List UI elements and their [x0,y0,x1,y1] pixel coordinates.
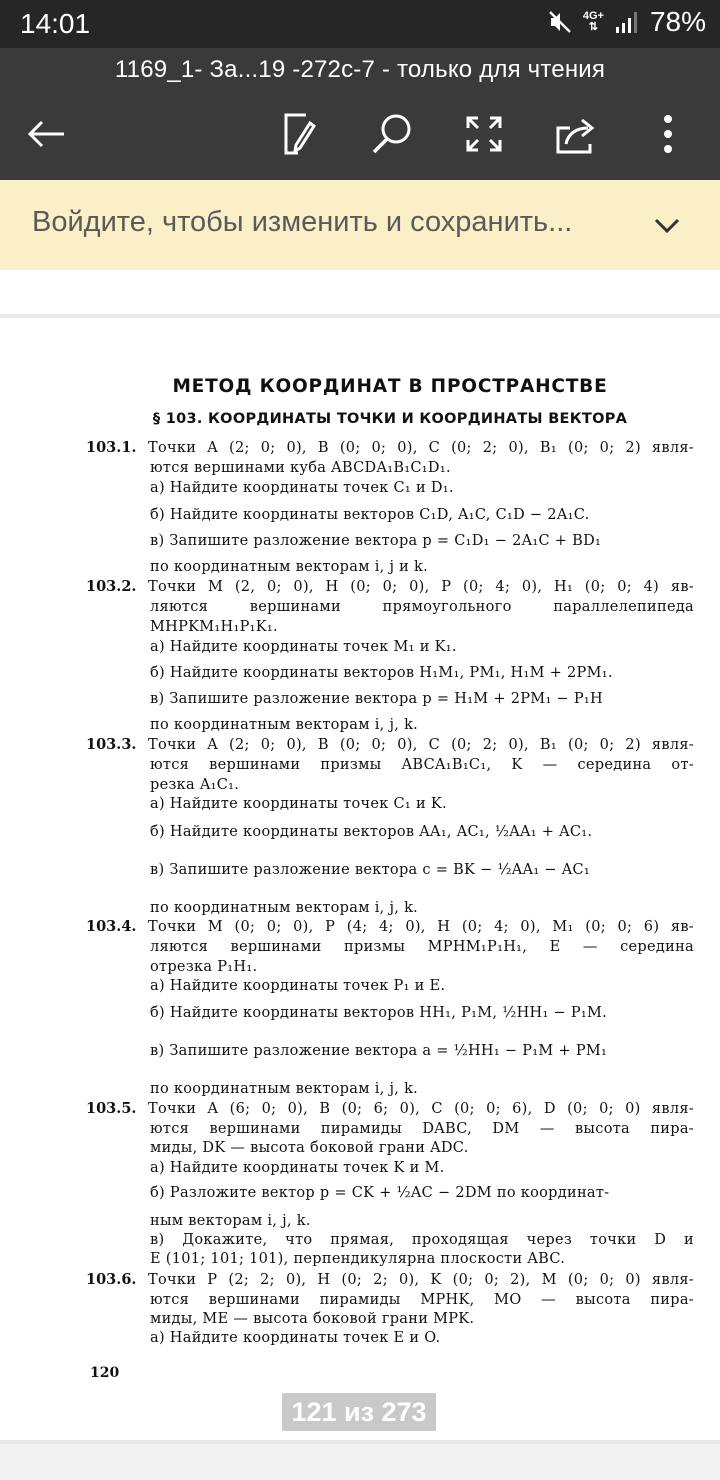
problem-line: 103.1. Точки A (2; 0; 0), B (0; 0; 0), C (0; 2; 0), B₁ (0; 0; 2) явля- [86,439,694,456]
problem-line: ются вершинами куба ABCDA₁B₁C₁D₁. [150,460,451,476]
problem-line: E (101; 101; 101), перпендикулярна плоскости ABC. [150,1251,566,1267]
problem-number: 103.6. [86,1271,137,1288]
problem-line: в) Докажите, что прямая, проходящая через точки D и [150,1232,694,1248]
page-number: 120 [90,1365,120,1381]
problem-line: резка A₁C₁. [150,777,240,793]
share-icon[interactable] [550,108,602,160]
status-time: 14:01 [20,8,91,39]
problem-line: а) Найдите координаты точек C₁ и D₁. [150,480,454,496]
problem-line: по координатным векторам i, j, k. [150,717,419,733]
search-icon[interactable] [366,108,418,160]
battery-level: 78% [649,6,706,37]
problem-number: 103.2. [86,578,137,595]
section-heading: § 103. КООРДИНАТЫ ТОЧКИ И КООРДИНАТЫ ВЕКТОРА [152,411,628,427]
problem-line: а) Найдите координаты точек M₁ и K₁. [150,639,457,655]
problem-line: в) Запишите разложение вектора p = C₁D₁ − 2A₁C + BD₁ [150,533,602,549]
problem-line: ным векторам i, j, k. [150,1213,311,1229]
bottom-bar [0,1444,720,1480]
app-bar [0,48,720,180]
page-gap-top [0,270,720,314]
status-icons [547,6,706,38]
mute-icon [547,9,573,35]
problem-line: отрезка P₁H₁. [150,959,258,975]
problem-line: ются вершинами пирамиды MPHK, MO — высота пира- [150,1292,694,1308]
problem-line: по координатным векторам i, j, k. [150,1081,419,1097]
problem-line: а) Найдите координаты точек C₁ и K. [150,796,447,812]
problem-line: б) Найдите координаты векторов HH₁, P₁M, ½HH₁ − P₁M. [150,1005,608,1021]
problem-line: по координатным векторам i, j, k. [150,900,419,916]
problem-number: 103.1. [86,439,137,456]
problem-line: ются вершинами пирамиды DABC, DM — высота пира- [150,1121,694,1137]
page-indicator: 121 из 273 [282,1393,436,1431]
problem-line: MHPKM₁H₁P₁K₁. [150,619,278,635]
problem-line: 103.2. Точки M (2, 0; 0), H (0; 0; 0), P (0; 4; 0), H₁ (0; 0; 4) яв- [86,578,694,595]
problem-line: миды, DK — высота боковой грани ADC. [150,1140,469,1156]
problem-line: по координатным векторам i, j и k. [150,559,429,575]
problem-line: в) Запишите разложение вектора p = H₁M + 2PM₁ − P₁H [150,691,603,707]
signal-icon [614,9,640,35]
problem-line: 103.4. Точки M (0; 0; 0), P (4; 4; 0), H (0; 4; 0), M₁ (0; 0; 6) яв- [86,918,694,935]
status-bar [0,0,720,48]
signin-banner[interactable] [0,180,720,270]
edit-icon[interactable] [274,108,326,160]
document-page[interactable] [0,318,720,1440]
signin-text: Войдите, чтобы изменить и сохранить... [32,206,573,238]
problem-line: в) Запишите разложение вектора c = BK − ½AA₁ − AC₁ [150,862,591,878]
problem-line: а) Найдите координаты точек K и M. [150,1160,445,1176]
problem-line: б) Найдите координаты векторов AA₁, AC₁, ½AA₁ + AC₁. [150,824,593,840]
problem-number: 103.3. [86,736,137,753]
chapter-heading: МЕТОД КООРДИНАТ В ПРОСТРАНСТВЕ [172,376,608,397]
problem-line: 103.6. Точки P (2; 2; 0), H (0; 2; 0), K (0; 0; 2), M (0; 0; 0) явля- [86,1271,694,1288]
chevron-down-icon[interactable] [650,208,684,242]
more-icon[interactable] [642,108,694,160]
problem-line: миды, ME — высота боковой грани MPK. [150,1311,475,1327]
problem-line: ляются вершинами призмы MPHM₁P₁H₁, E — середина [150,939,694,955]
document-title: 1169_1- За...19 -272с-7 - только для чтения [114,56,606,83]
network-type: 4G+ ⇅ [582,10,604,33]
problem-number: 103.5. [86,1100,137,1117]
problem-line: а) Найдите координаты точек P₁ и E. [150,978,446,994]
problem-line: 103.5. Точки A (6; 0; 0), B (0; 6; 0), C (0; 0; 6), D (0; 0; 0) явля- [86,1100,694,1117]
problem-line: ляются вершинами прямоугольного параллелепипеда [150,599,694,615]
back-arrow-icon[interactable] [20,108,72,160]
problem-line: ются вершинами призмы ABCA₁B₁C₁, K — середина от- [150,757,694,773]
problem-line: а) Найдите координаты точек E и O. [150,1330,441,1346]
problem-line: б) Найдите координаты векторов C₁D, A₁C, C₁D − 2A₁C. [150,507,590,523]
problem-number: 103.4. [86,918,137,935]
problem-line: б) Разложите вектор p = CK + ½AC − 2DM по координат- [150,1185,610,1201]
fullscreen-icon[interactable] [458,108,510,160]
problem-line: в) Запишите разложение вектора a = ½HH₁ − P₁M + PM₁ [150,1043,608,1059]
problem-line: 103.3. Точки A (2; 0; 0), B (0; 0; 0), C (0; 2; 0), B₁ (0; 0; 2) явля- [86,736,694,753]
problem-line: б) Найдите координаты векторов H₁M₁, PM₁, H₁M + 2PM₁. [150,665,613,681]
